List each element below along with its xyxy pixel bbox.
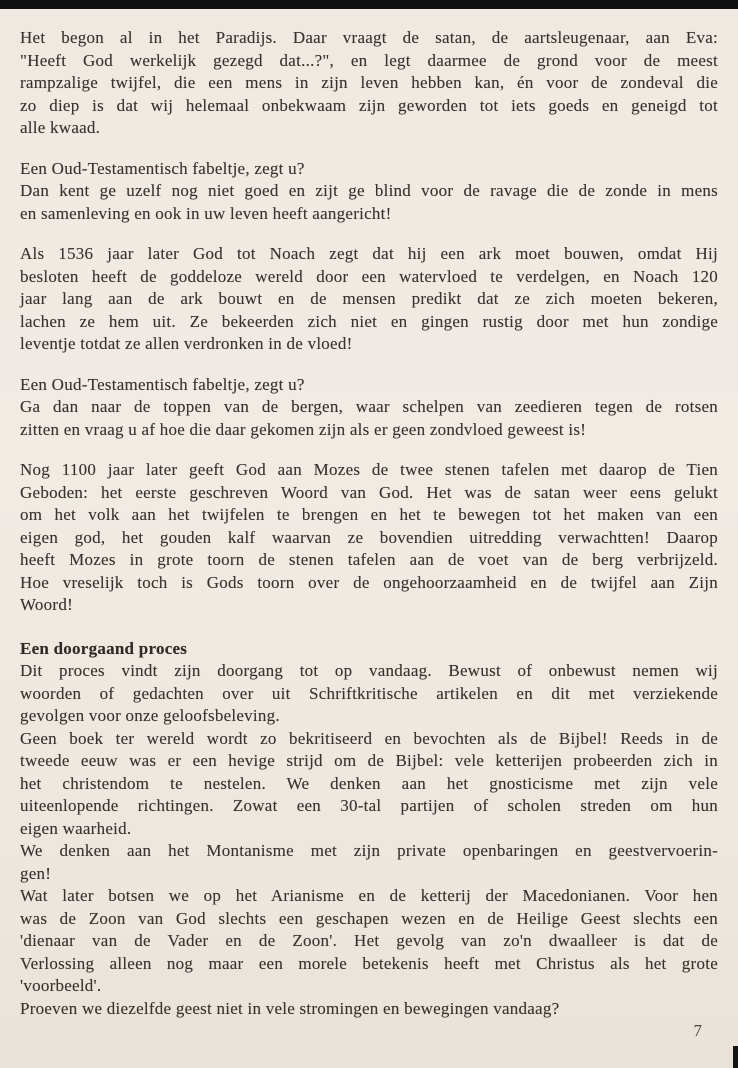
paragraph — [20, 158, 718, 181]
text-line: zitten en vraag u af hoe die daar gekomen zijn als er geen zondvloed geweest is! — [20, 419, 587, 439]
text-line: besloten heeft de goddeloze wereld door een watervloed te verdelgen, en Noach 120 — [20, 266, 718, 286]
text-line: Een Oud-Testamentisch fabeltje, zegt u? — [20, 374, 305, 394]
page-number: 7 — [693, 1021, 702, 1040]
text-line: eigen god, het gouden kalf waarvan ze bovendien uitredding verwachtten! Daarop — [20, 527, 718, 547]
text-line: Ga dan naar de toppen van de bergen, waar schelpen van zeedieren tegen de rotsen — [20, 397, 718, 416]
text-line: gevolgen voor onze geloofsbeleving. — [20, 706, 280, 725]
text-line: zo diep is dat wij helemaal onbekwaam zijn geworden tot iets goeds en geneigd tot — [20, 95, 718, 115]
text-line: Verlossing alleen nog maar een morele betekenis heeft met Christus als het grote — [20, 953, 718, 973]
text-line: Een Oud-Testamentisch fabeltje, zegt u? — [20, 158, 305, 178]
text-line: jaar lang aan de ark bouwt en de mensen predikt dat ze zich moeten bekeren, — [20, 289, 718, 308]
text-line: "Heeft God werkelijk gezegd dat...?", en legt daarmee de grond voor de meest — [20, 50, 718, 70]
paragraph — [20, 998, 718, 1021]
text-line: heeft Mozes in grote toorn de stenen tafelen aan de voet van de berg verbrijzeld. — [20, 550, 718, 569]
scan-corner-mark — [733, 1046, 738, 1068]
text-line: en samenleving en ook in uw leven heeft aangericht! — [20, 203, 392, 223]
text-line: alle kwaad. — [20, 118, 101, 137]
text-line: Proeven we diezelfde geest niet in vele stromingen en bewegingen vandaag? — [20, 998, 560, 1018]
text-line: Dit proces vindt zijn doorgang tot op vandaag. Bewust of onbewust nemen wij — [20, 661, 718, 680]
paragraph — [20, 660, 718, 728]
text-line: Wat later botsen we op het Arianisme en de ketterij der Macedonianen. Voor hen — [20, 886, 718, 905]
text-line: rampzalige twijfel, die een mens in zijn leven hebben kan, én voor de zondeval die — [20, 73, 718, 92]
text-line: Geboden: het eerste geschreven Woord van God. Het was de satan weer eens gelukt — [20, 482, 718, 502]
text-line: 'voorbeeld'. — [20, 976, 102, 995]
text-line: Het begon al in het Paradijs. Daar vraagt de satan, de aartsleugenaar, aan Eva: — [20, 28, 718, 47]
paragraph — [20, 374, 718, 397]
text-line: eigen waarheid. — [20, 818, 132, 838]
text-column — [20, 27, 718, 1020]
text-line: lachen ze hem uit. Ze bekeerden zich niet en gingen rustig door met hun zondige — [20, 311, 718, 331]
text-line: uiteenlopende richtingen. Zowat een 30-tal partijen of scholen streden om hun — [20, 796, 718, 815]
text-line: Woord! — [20, 595, 74, 614]
scan-top-edge — [0, 0, 738, 9]
text-line: tweede eeuw was er een hevige strijd om de Bijbel: vele ketterijen probeerden zich in — [20, 751, 718, 770]
paragraph — [20, 243, 718, 356]
paragraph — [20, 840, 718, 885]
text-line: om het volk aan het twijfelen te brengen en het te bewegen tot het maken van een — [20, 505, 718, 524]
text-line: Geen boek ter wereld wordt zo bekritiseerd en bevochten als de Bijbel! Reeds in de — [20, 728, 718, 748]
text-line: gen! — [20, 863, 52, 883]
text-line: Een doorgaand proces — [20, 638, 188, 658]
paragraph — [20, 27, 718, 140]
text-line: leventje totdat ze allen verdronken in de vloed! — [20, 334, 353, 353]
paragraph — [20, 885, 718, 998]
paragraph — [20, 396, 718, 441]
paragraph — [20, 459, 718, 617]
text-line: het christendom te nestelen. We denken aan het gnosticisme met zijn vele — [20, 773, 718, 793]
paragraph — [20, 180, 718, 225]
paragraph — [20, 728, 718, 841]
text-line: Als 1536 jaar later God tot Noach zegt dat hij een ark moet bouwen, omdat Hij — [20, 244, 718, 263]
text-line: woorden of gedachten over uit Schriftkritische artikelen en dit met verziekende — [20, 683, 718, 703]
text-line: Nog 1100 jaar later geeft God aan Mozes de twee stenen tafelen met daarop de Tien — [20, 460, 718, 479]
text-line: We denken aan het Montanisme met zijn private openbaringen en geestvervoerin- — [20, 841, 718, 860]
text-line: Hoe vreselijk toch is Gods toorn over de ongehoorzaamheid en de twijfel aan Zijn — [20, 572, 718, 592]
text-line: Dan kent ge uzelf nog niet goed en zijt ge blind voor de ravage die de zonde in mens — [20, 181, 718, 200]
text-line: 'dienaar van de Vader en de Zoon'. Het gevolg van zo'n dwaalleer is dat de — [20, 931, 718, 950]
section-heading — [20, 638, 718, 661]
text-line: was de Zoon van God slechts een geschapen wezen en de Heilige Geest slechts een — [20, 908, 718, 928]
